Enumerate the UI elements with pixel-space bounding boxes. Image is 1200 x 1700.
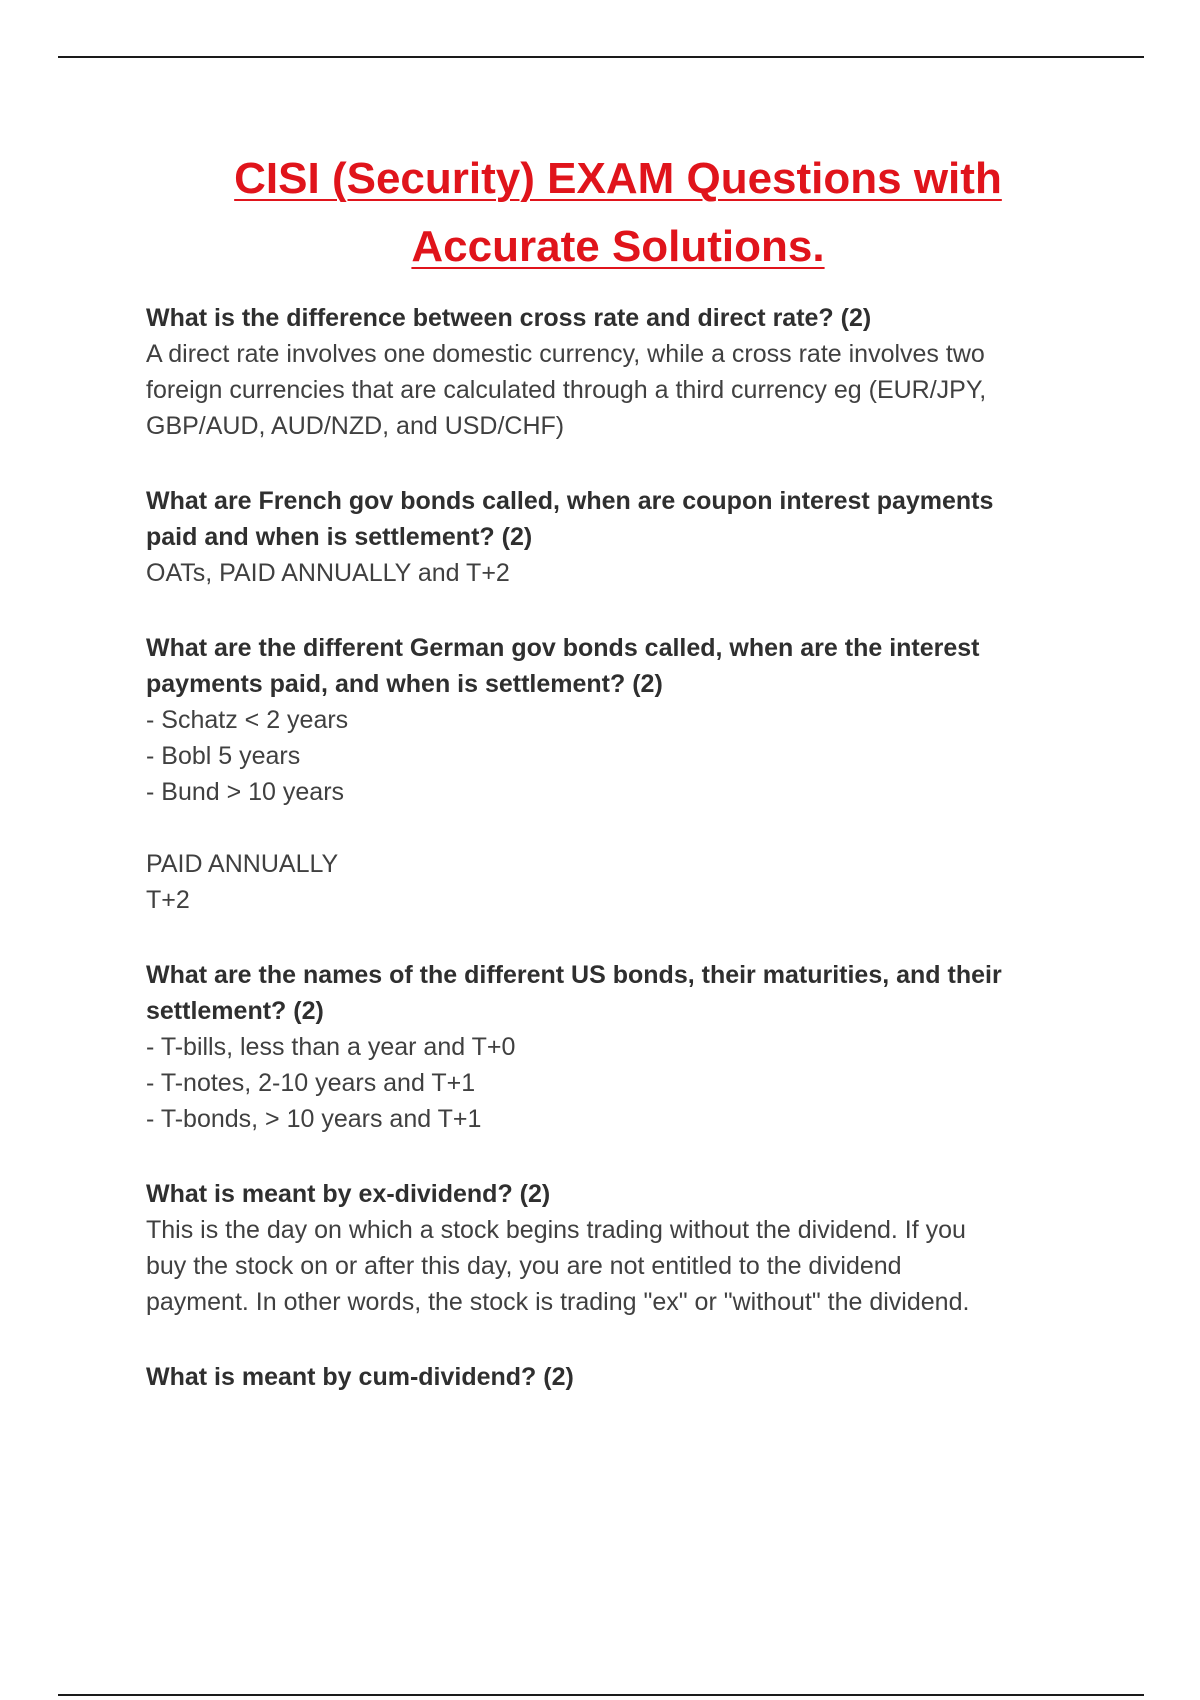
answer-line: This is the day on which a stock begins trading without the dividend. If you <box>146 1216 966 1244</box>
qa-item <box>146 1176 1106 1320</box>
answer-line: - T-bonds, > 10 years and T+1 <box>146 1105 482 1133</box>
qa-item <box>146 957 1106 1137</box>
qa-item <box>146 1359 1106 1395</box>
question-line: What are the names of the different US bonds, their maturities, and their <box>146 961 1002 989</box>
title-line-2: Accurate Solutions. <box>411 222 825 271</box>
question: What is the difference between cross rate and direct rate? (2) <box>146 304 872 332</box>
title-line-1: CISI (Security) EXAM Questions with <box>234 154 1002 203</box>
question: What is meant by ex-dividend? (2) <box>146 1180 551 1208</box>
top-rule <box>58 56 1144 58</box>
bottom-rule <box>58 1694 1144 1696</box>
qa-content <box>146 300 1106 1434</box>
document-title <box>0 145 1200 281</box>
answer-line: - Bobl 5 years <box>146 742 301 770</box>
question-line: settlement? (2) <box>146 997 324 1025</box>
answer-line: OATs, PAID ANNUALLY and T+2 <box>146 559 510 587</box>
answer-line: - Bund > 10 years <box>146 778 345 806</box>
question-line: What are the different German gov bonds called, when are the interest <box>146 634 980 662</box>
question-line: paid and when is settlement? (2) <box>146 523 533 551</box>
answer-line: - Schatz < 2 years <box>146 706 349 734</box>
qa-item <box>146 483 1106 591</box>
blank-line <box>146 810 1106 846</box>
qa-item <box>146 630 1106 918</box>
answer-line: T+2 <box>146 886 190 914</box>
answer-line: A direct rate involves one domestic currency, while a cross rate involves two <box>146 340 985 368</box>
question: What is meant by cum-dividend? (2) <box>146 1363 574 1391</box>
answer-line: payment. In other words, the stock is trading "ex" or "without" the dividend. <box>146 1288 970 1316</box>
question-line: What are French gov bonds called, when are coupon interest payments <box>146 487 994 515</box>
qa-item <box>146 300 1106 444</box>
answer-line: - T-notes, 2-10 years and T+1 <box>146 1069 476 1097</box>
answer-line: foreign currencies that are calculated through a third currency eg (EUR/JPY, <box>146 376 987 404</box>
answer-line: PAID ANNUALLY <box>146 850 339 878</box>
question-line: payments paid, and when is settlement? (2) <box>146 670 663 698</box>
answer-line: - T-bills, less than a year and T+0 <box>146 1033 516 1061</box>
answer-line: buy the stock on or after this day, you are not entitled to the dividend <box>146 1252 902 1280</box>
answer-line: GBP/AUD, AUD/NZD, and USD/CHF) <box>146 412 565 440</box>
